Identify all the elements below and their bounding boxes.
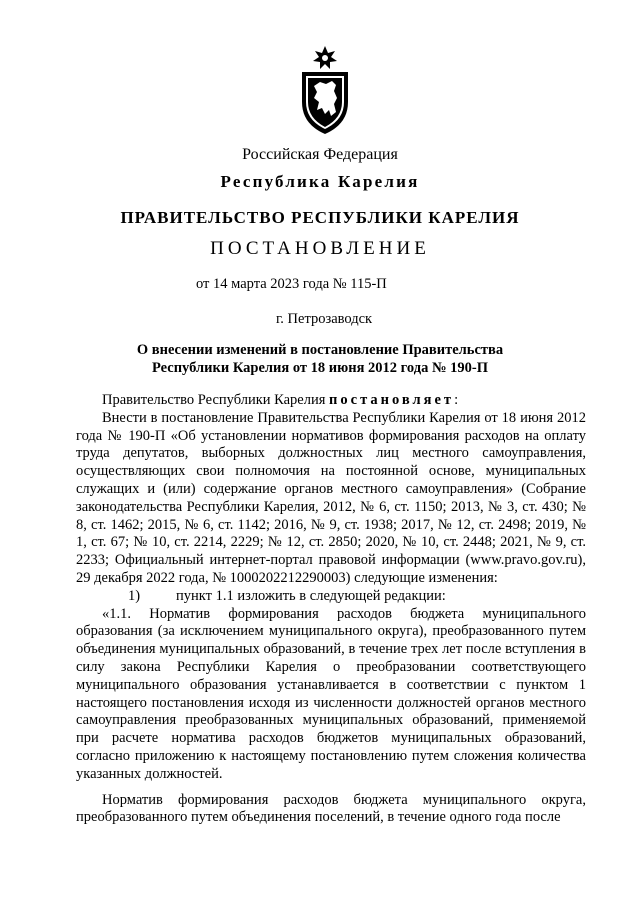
subject-line-1: О внесении изменений в постановление Правительства [136,342,504,358]
decree-type: ПОСТАНОВЛЕНИЕ [210,238,430,259]
country-name: Российская Федерация [242,146,398,163]
list-item-1 [76,588,586,606]
city-name: г. Петрозаводск [276,311,373,327]
republic-name: Республика Карелия [220,172,420,191]
clause-1-1-paragraph: «1.1. Норматив формирования расходов бюджета муниципального образования (за исключением муниципального округа), преобразованного путем объединения муниципальных образований, в течение трех лет после вступления в силу закона Республики Карелия о преобразовании соответствующего муниципального образования устанавливается в соответствии с пунктом 1 настоящего постановления исходя из численности должностей органов местного самоуправления преобразованных муниципальных образований, применяемой при расчете норматива расходов бюджетов муниципальных образований, согласно приложению к настоящему постановлению путем сложения количества указанных должностей. [76,605,586,782]
list-item-number: 1) [128,587,141,604]
list-item-text: пункт 1.1 изложить в следующей редакции: [176,587,446,604]
amendment-paragraph: Внести в постановление Правительства Республики Карелия от 18 июня 2012 года № 190-П «Об установлении нормативов формирования расходов на оплату труда депутатов, выборных должностных лиц местного самоуправления, осуществляющих свои полномочия на постоянной основе, муниципальных служащих и (или) содержание органов местного самоуправления» (Собрание законодательства Республики Карелия, 2012, № 6, ст. 1150; 2013, № 3, ст. 430; № 8, ст. 1462; 2015, № 6, ст. 1142; 2016, № 9, ст. 1938; 2017, № 12, ст. 2498; 2019, № 1, ст. 67; № 10, ст. 2214, 2229; № 12, ст. 2850; 2020, № 10, ст. 2448; 2021, № 9, ст. 2233; Официальный интернет-портал правовой информации (www.pravo.gov.ru), 29 декабря 2022 года, № 1000202212290003) следующие изменения: [76,409,586,586]
karelia-coat-of-arms [296,44,354,136]
subject-line-2: Республики Карелия от 18 июня 2012 года № 190-П [151,360,488,376]
decree-body [76,392,586,827]
municipal-district-paragraph: Норматив формирования расходов бюджета муниципального округа, преобразованного путем объединения поселений, в течение одного года после [76,791,586,826]
keyword-resolves: постановляет [329,392,455,408]
intro-paragraph: Правительство Республики Карелия постановляет: [102,392,459,408]
decree-subject [0,341,640,377]
decree-dateline: от 14 марта 2023 года № 115-П [196,276,387,292]
government-title: ПРАВИТЕЛЬСТВО РЕСПУБЛИКИ КАРЕЛИЯ [120,208,520,227]
